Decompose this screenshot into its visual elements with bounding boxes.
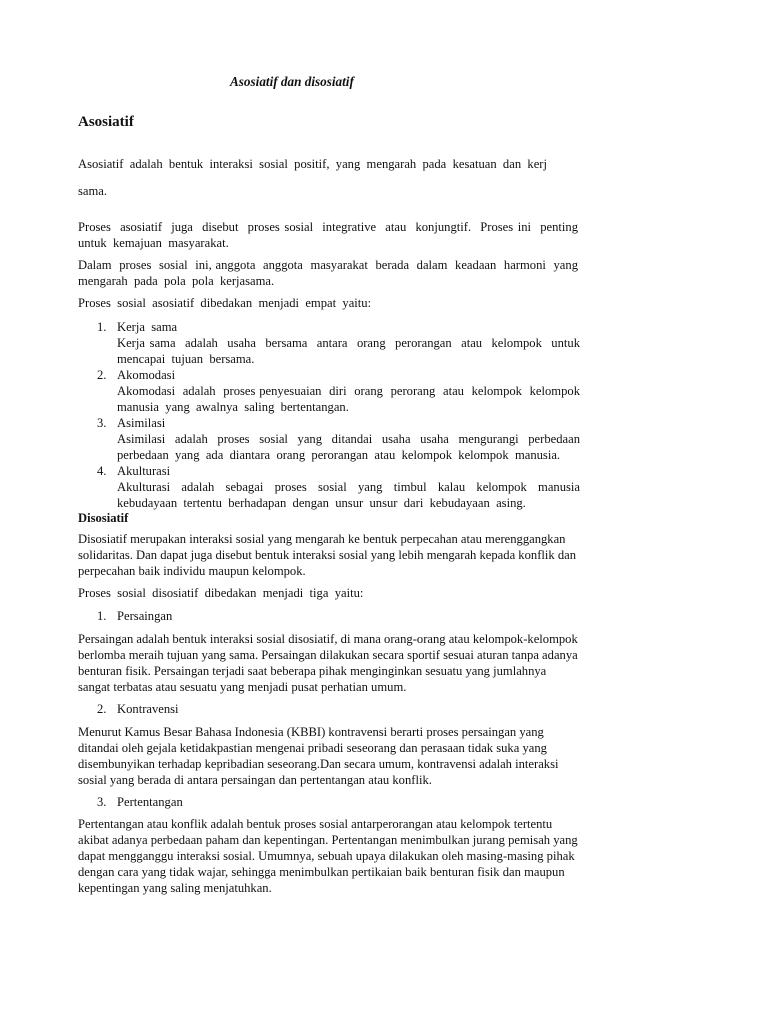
list-item bbox=[78, 415, 584, 463]
disosiatif-item-kontravensi bbox=[78, 701, 179, 717]
list-item-name: Akulturasi bbox=[117, 464, 171, 478]
list-item-number: 4. bbox=[97, 464, 107, 478]
list-item bbox=[78, 794, 183, 810]
asosiatif-types-list bbox=[78, 319, 584, 511]
list-item-number: 1. bbox=[97, 320, 107, 334]
disosiatif-types-intro: Proses sosial disosiatif dibedakan menjadi tiga yaitu: bbox=[78, 586, 364, 600]
list-item-name: Persaingan bbox=[117, 609, 173, 623]
disosiatif-item-persaingan bbox=[78, 608, 172, 624]
list-item-number: 1. bbox=[97, 609, 107, 623]
persaingan-paragraph: Persaingan adalah bentuk interaksi sosial disosiatif, di mana orang-orang atau kelompok-kelompok berlomba meraih tujuan yang sama. Persaingan dilakukan secara sportif sesuai aturan tanpa adanya benturan fisik. Persaingan terjadi saat beberapa pihak menginginkan sesuatu yang jumlahnya sangat terbatas atau sesuatu yang menjadi pusat perhatian umum. bbox=[78, 632, 578, 694]
list-item-description: Akomodasi adalah proses penyesuaian diri orang perorang atau kelompok kelompok manusia yang awalnya saling bertentangan. bbox=[117, 384, 584, 414]
list-item bbox=[78, 608, 172, 624]
pertentangan-paragraph: Pertentangan atau konflik adalah bentuk proses sosial antarperorangan atau kelompok tertentu akibat adanya perbedaan paham dan kepentingan. Pertentangan menimbulkan jurang pemisah yang dapat mengganggu interaksi sosial. Umumnya, sebuah upaya dilakukan oleh masing-masing pihak dengan cara yang tidak wajar, sehingga menimbulkan pertikaian baik benturan fisik dan maupun kepentingan yang saling menjatuhkan. bbox=[78, 817, 578, 895]
asosiatif-definition-line1: Asosiatif adalah bentuk interaksi sosial positif, yang mengarah pada kesatuan dan kerj bbox=[78, 157, 547, 171]
list-item-name: Kontravensi bbox=[117, 702, 179, 716]
list-item-number: 3. bbox=[97, 416, 107, 430]
asosiatif-integrative-paragraph: Proses asosiatif juga disebut proses sosial integrative atau konjungtif. Proses ini penting untuk kemajuan masyarakat. bbox=[78, 220, 582, 250]
kontravensi-paragraph: Menurut Kamus Besar Bahasa Indonesia (KBBI) kontravensi berarti proses persaingan yang ditandai oleh gejala ketidakpastian mengenai pribadi seseorang dan perasaan tidak suka yang disembunyikan terhadap kepribadian seseorang.Dan secara umum, kontravensi adalah interaksi sosial yang berada di antara persaingan dan pertentangan atau konflik. bbox=[78, 725, 559, 787]
list-item bbox=[78, 367, 584, 415]
disosiatif-item-pertentangan bbox=[78, 794, 183, 810]
asosiatif-types-intro: Proses sosial asosiatif dibedakan menjadi empat yaitu: bbox=[78, 296, 372, 310]
asosiatif-definition-line2: sama. bbox=[78, 184, 108, 198]
list-item-description: Kerja sama adalah usaha bersama antara orang perorangan atau kelompok untuk mencapai tujuan bersama. bbox=[117, 336, 584, 366]
list-item-number: 2. bbox=[97, 368, 107, 382]
heading-asosiatif: Asosiatif bbox=[78, 114, 134, 130]
disosiatif-definition: Disosiatif merupakan interaksi sosial yang mengarah ke bentuk perpecahan atau merenggangkan solidaritas. Dan dapat juga disebut bentuk interaksi sosial yang lebih mengarah kepada konflik dan perpecahan baik individu maupun kelompok. bbox=[78, 532, 577, 578]
list-item bbox=[78, 463, 584, 511]
list-item-description: Akulturasi adalah sebagai proses sosial yang timbul kalau kelompok manusia kebudayaan tertentu berhadapan dengan unsur unsur dari kebudayaan asing. bbox=[117, 480, 584, 510]
asosiatif-harmony-paragraph: Dalam proses sosial ini, anggota anggota masyarakat berada dalam keadaan harmoni yang mengarah pada pola pola kerjasama. bbox=[78, 258, 582, 288]
list-item bbox=[78, 701, 179, 717]
list-item-name: Asimilasi bbox=[117, 416, 166, 430]
document-title: Asosiatif dan disosiatif bbox=[230, 74, 354, 89]
list-item-description: Asimilasi adalah proses sosial yang ditandai usaha usaha mengurangi perbedaan perbedaan yang ada diantara orang perorangan atau kelompok kelompok manusia. bbox=[117, 432, 584, 462]
list-item-name: Kerja sama bbox=[117, 320, 178, 334]
list-item-number: 2. bbox=[97, 702, 107, 716]
list-item-name: Akomodasi bbox=[117, 368, 176, 382]
list-item-number: 3. bbox=[97, 795, 107, 809]
list-item bbox=[78, 319, 584, 367]
list-item-name: Pertentangan bbox=[117, 795, 183, 809]
heading-disosiatif: Disosiatif bbox=[78, 511, 129, 525]
